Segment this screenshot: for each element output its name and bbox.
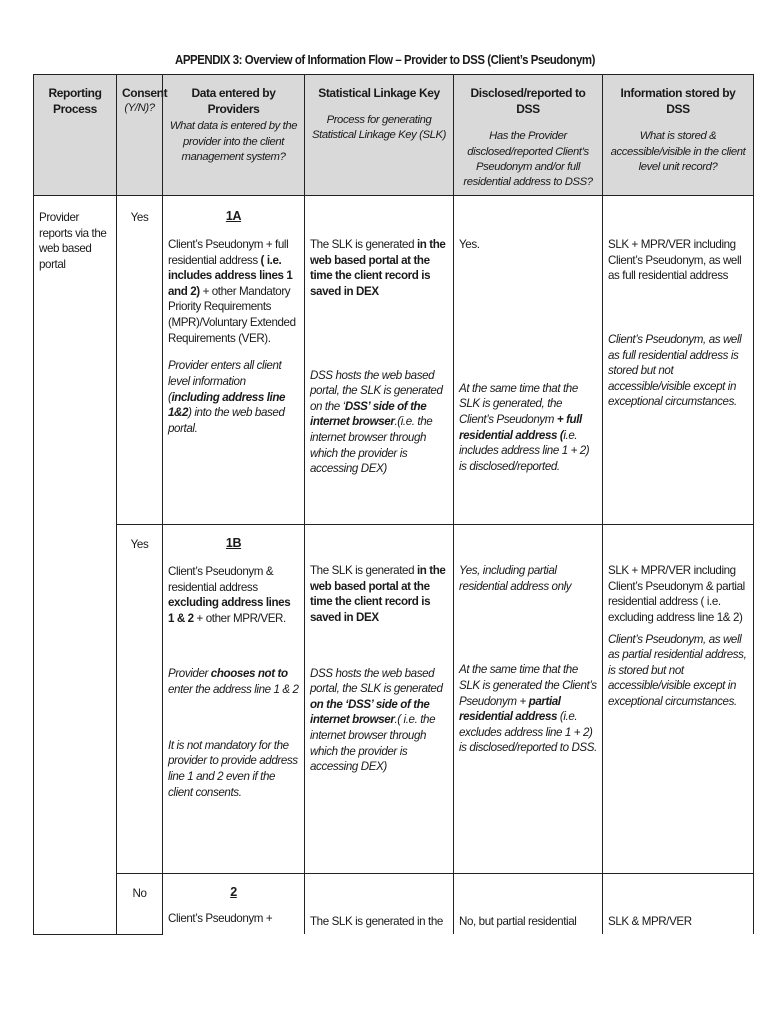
data-cell-2 bbox=[163, 874, 305, 935]
disclosed-1b-note: At the same time that the SLK is generated the Client’s Pseudonym + partial residential address (i.e. excludes address line 1 + 2) is disclosed/reported to DSS. bbox=[459, 663, 597, 755]
data-1b-note: Provider chooses not to enter the address line 1 & 2 bbox=[168, 667, 299, 697]
disclosed-1b-text: Yes, including partial residential address only bbox=[459, 564, 572, 593]
data-1b-text: Client’s Pseudonym & residential address excluding address lines 1 & 2 + other MPR/VER. bbox=[168, 564, 291, 625]
header-consent: Consent (Y/N)? bbox=[117, 75, 163, 196]
disclosed-1a-text: Yes. bbox=[459, 238, 480, 251]
stored-cell-2 bbox=[603, 874, 754, 935]
disclosed-cell-2 bbox=[454, 874, 603, 935]
disclosed-2-text: No, but partial residential bbox=[459, 915, 577, 928]
stored-cell-1b bbox=[603, 525, 754, 874]
table-row-1a bbox=[34, 196, 754, 525]
information-flow-table bbox=[33, 74, 754, 935]
data-1a-text: Client’s Pseudonym + full residential address ( i.e. includes address lines 1 and 2) + other Mandatory Priority Requirements (MPR)/Voluntary Extended Requirements (VER). bbox=[168, 237, 296, 345]
data-cell-1b bbox=[163, 525, 305, 874]
table-row-1b bbox=[34, 525, 754, 874]
row-label-1a: 1A bbox=[225, 209, 242, 223]
consent-cell-1a: Yes bbox=[117, 196, 163, 525]
data-1b-remark: It is not mandatory for the provider to provide address line 1 and 2 even if the client consents. bbox=[168, 738, 298, 799]
table-header-row bbox=[34, 75, 754, 196]
slk-cell-1b bbox=[305, 525, 454, 874]
slk-1b-text: The SLK is generated in the web based portal at the time the client record is saved in DEX bbox=[310, 564, 446, 624]
slk-2-text: The SLK is generated in the bbox=[310, 915, 443, 928]
data-cell-1a bbox=[163, 196, 305, 525]
stored-1b-note: Client’s Pseudonym, as well as partial residential address, is stored but not accessible/visible except in exceptional circumstances. bbox=[608, 632, 747, 709]
slk-1b-note: DSS hosts the web based portal, the SLK is generated on the ‘DSS’ side of the internet browser.( i.e. the internet browser through which the provider is accessing DEX) bbox=[310, 666, 443, 774]
slk-cell-2 bbox=[305, 874, 454, 935]
reporting-process-cell: Provider reports via the web based portal bbox=[34, 196, 117, 935]
header-data-entered: Data entered by Providers What data is entered by the provider into the client management system? bbox=[163, 75, 305, 196]
document-title: APPENDIX 3: Overview of Information Flow – Provider to DSS (Client’s Pseudonym) bbox=[175, 52, 595, 67]
header-reporting-process: Reporting Process bbox=[34, 75, 117, 196]
disclosed-cell-1b bbox=[454, 525, 603, 874]
header-disclosed: Disclosed/reported to DSS Has the Provider disclosed/reported Client’s Pseudonym and/or full residential address to DSS? bbox=[454, 75, 603, 196]
data-2-text: Client’s Pseudonym + bbox=[168, 911, 273, 925]
slk-1a-text: The SLK is generated in the web based portal at the time the client record is saved in DEX bbox=[310, 238, 446, 298]
consent-cell-2: No bbox=[117, 874, 163, 935]
stored-2-text: SLK & MPR/VER bbox=[608, 915, 692, 928]
header-stored: Information stored by DSS What is stored & accessible/visible in the client level unit record? bbox=[603, 75, 754, 196]
slk-cell-1a bbox=[305, 196, 454, 525]
slk-1a-note: DSS hosts the web based portal, the SLK is generated on the ‘DSS’ side of the internet browser.(i.e. the internet browser through which the provider is accessing DEX) bbox=[310, 368, 443, 476]
stored-1a-note: Client’s Pseudonym, as well as full residential address is stored but not accessible/visible except in exceptional circumstances. bbox=[608, 332, 742, 409]
row-label-2: 2 bbox=[230, 885, 237, 899]
disclosed-1a-note: At the same time that the SLK is generated, the Client’s Pseudonym + full residential address (i.e. includes address line 1 + 2) is disclosed/reported. bbox=[459, 381, 590, 473]
consent-cell-1b: Yes bbox=[117, 525, 163, 874]
stored-cell-1a bbox=[603, 196, 754, 525]
data-1a-note: Provider enters all client level information (including address line 1&2) into the web based portal. bbox=[168, 359, 286, 435]
stored-1b-text: SLK + MPR/VER including Client’s Pseudonym & partial residential address ( i.e. excluding address line 1& 2) bbox=[608, 564, 745, 624]
header-slk: Statistical Linkage Key Process for generating Statistical Linkage Key (SLK) bbox=[305, 75, 454, 196]
row-label-1b: 1B bbox=[225, 536, 242, 550]
table-row-2 bbox=[34, 874, 754, 935]
disclosed-cell-1a bbox=[454, 196, 603, 525]
stored-1a-text: SLK + MPR/VER including Client’s Pseudonym, as well as full residential address bbox=[608, 238, 742, 283]
